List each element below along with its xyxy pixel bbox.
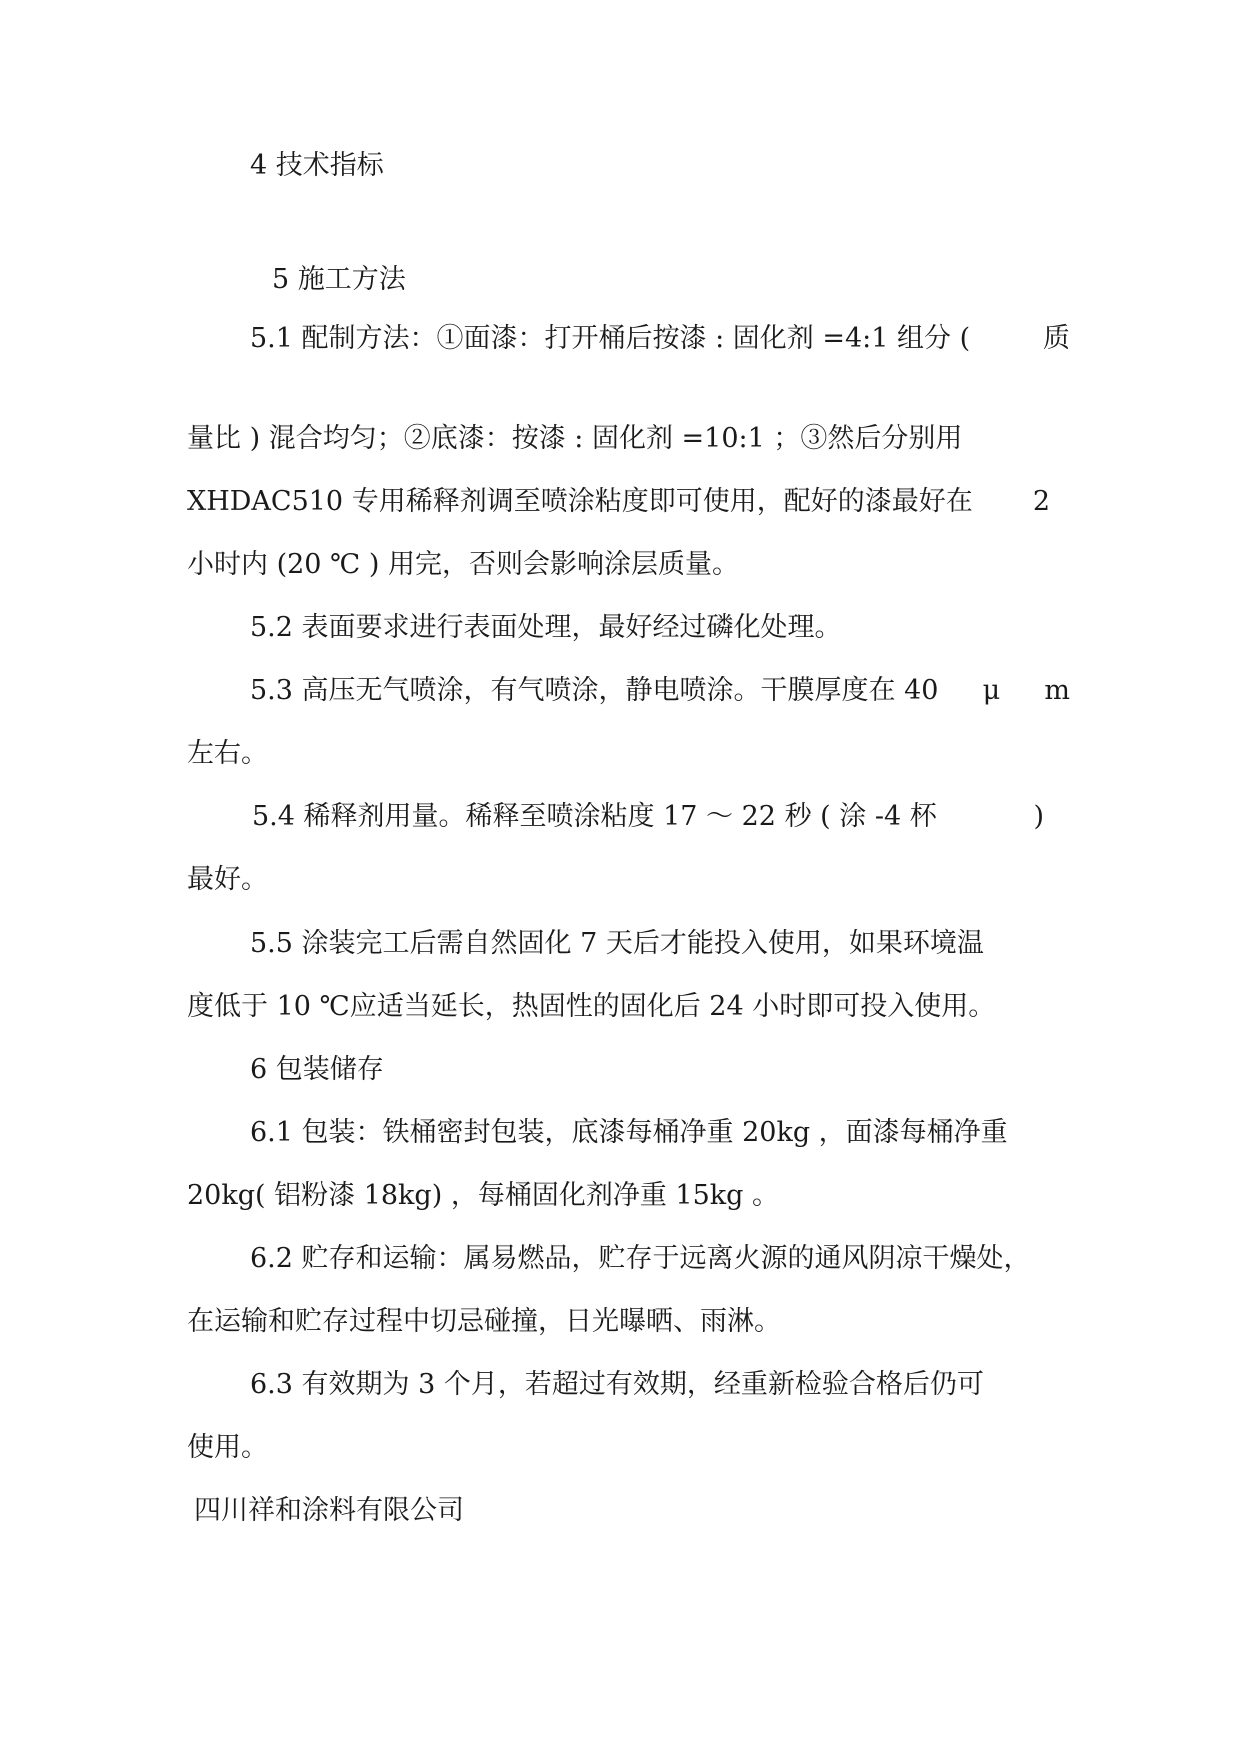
section-5-4-line-2: 最好。 xyxy=(187,864,268,895)
text-span: 5.3 高压无气喷涂，有气喷涂，静电喷涂。干膜厚度在 40 xyxy=(250,675,939,706)
section-6-3-line-2: 使用。 xyxy=(187,1432,268,1463)
section-6-2-line-2: 在运输和贮存过程中切忌碰撞，日光曝晒、雨淋。 xyxy=(187,1306,781,1337)
text-span: μ xyxy=(982,675,1001,706)
section-5-5-line-2: 度低于 10 ℃应适当延长，热固性的固化后 24 小时即可投入使用。 xyxy=(187,991,996,1022)
section-5-1-line-2: 量比 ) 混合均匀；②底漆：按漆 : 固化剂 =10:1 ；③然后分别用 xyxy=(187,423,963,454)
section-6-1-line-2: 20kg( 铝粉漆 18kg) ，每桶固化剂净重 15kg 。 xyxy=(187,1180,779,1211)
section-6-2-line-1: 6.2 贮存和运输：属易燃品，贮存于远离火源的通风阴凉干燥处， xyxy=(250,1243,1031,1274)
heading-construction-method: 5 施工方法 xyxy=(272,264,406,295)
text-span: m xyxy=(1044,675,1070,706)
section-5-4-line-1 xyxy=(252,799,1044,835)
section-5-3-line-1 xyxy=(250,673,1070,709)
text-span: 5.1 配制方法：①面漆：打开桶后按漆 : 固化剂 =4:1 组分 ( xyxy=(250,323,971,354)
section-5-1-line-1 xyxy=(250,321,1070,357)
heading-packaging-storage: 6 包装储存 xyxy=(250,1054,384,1085)
text-span: ) xyxy=(1033,801,1044,832)
section-6-1-line-1: 6.1 包装：铁桶密封包装，底漆每桶净重 20kg ，面漆每桶净重 xyxy=(250,1117,1008,1148)
text-span: XHDAC510 专用稀释剂调至喷涂粘度即可使用，配好的漆最好在 xyxy=(187,486,973,517)
section-5-5-line-1: 5.5 涂装完工后需自然固化 7 天后才能投入使用，如果环境温 xyxy=(250,928,984,959)
section-5-3-line-2: 左右。 xyxy=(187,738,268,769)
section-5-1-line-4: 小时内 (20 ℃ ) 用完，否则会影响涂层质量。 xyxy=(187,549,739,580)
section-5-1-line-3 xyxy=(187,484,1050,520)
text-span: 2 xyxy=(1032,486,1050,517)
section-5-2: 5.2 表面要求进行表面处理，最好经过磷化处理。 xyxy=(250,612,842,643)
text-span: 质 xyxy=(1043,323,1070,354)
section-6-3-line-1: 6.3 有效期为 3 个月，若超过有效期，经重新检验合格后仍可 xyxy=(250,1369,984,1400)
company-name: 四川祥和涂料有限公司 xyxy=(194,1495,464,1526)
heading-technical-specs: 4 技术指标 xyxy=(250,150,384,181)
text-span: 5.4 稀释剂用量。稀释至喷涂粘度 17 ～ 22 秒 ( 涂 -4 杯 xyxy=(252,801,937,832)
